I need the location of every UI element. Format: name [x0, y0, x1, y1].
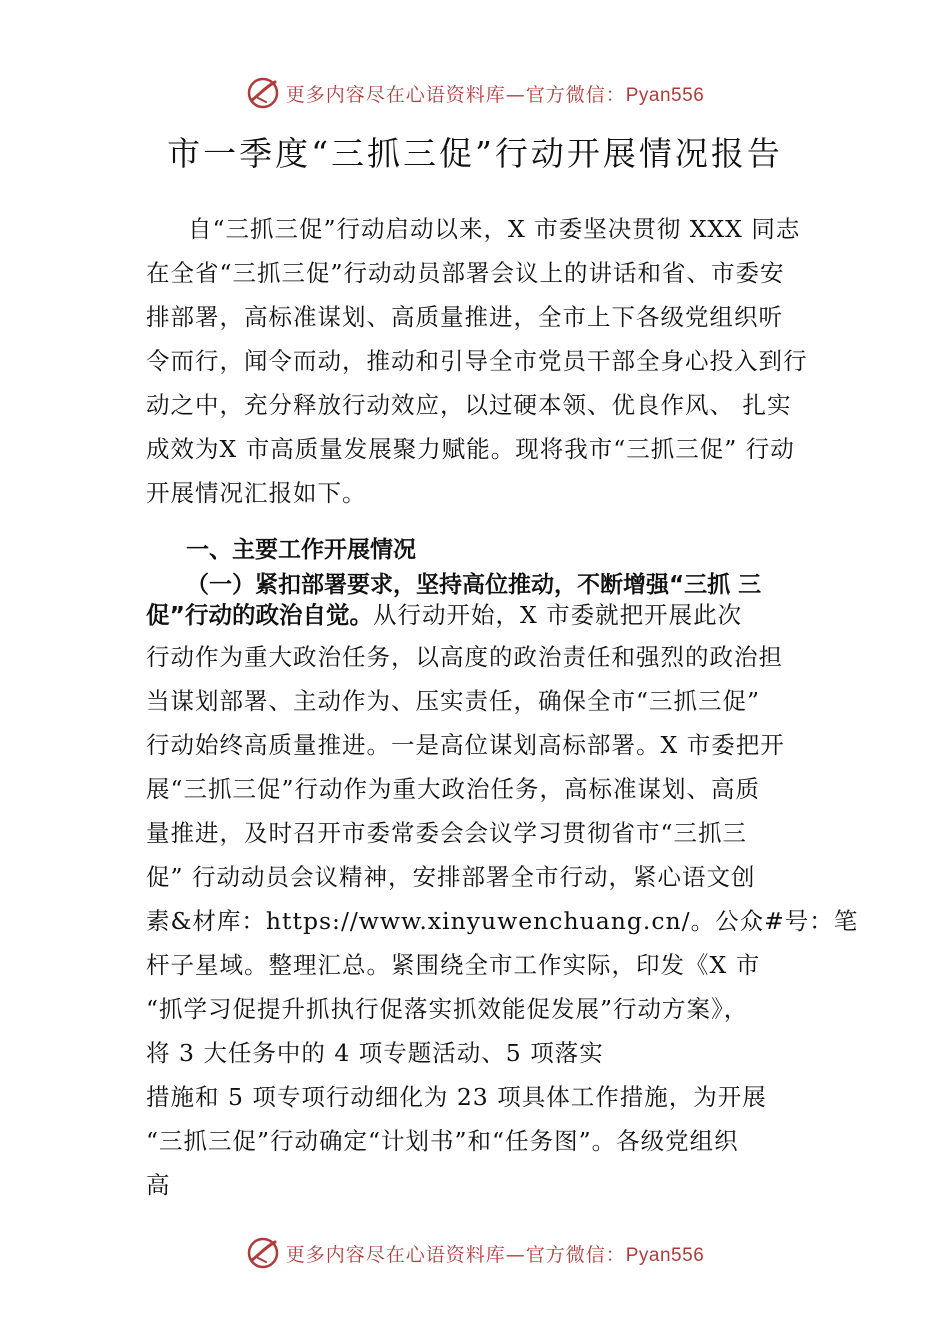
body-line: 杆子星域。整理汇总。紧围绕全市工作实际，印发《X 市 — [146, 951, 761, 979]
intro-line: 自“三抓三促”行动启动以来，X 市委坚决贯彻 XXX 同志 — [188, 215, 801, 243]
body-line: “抓学习促提升抓执行促落实抓效能促发展”行动方案》， — [146, 995, 749, 1023]
intro-line: 动之中，充分释放行动效应，以过硬本领、优良作风、 扎实 — [146, 391, 792, 419]
document-title: 市一季度“三抓三促”行动开展情况报告 — [167, 134, 783, 173]
body-line: 素&材库：https://www.xinyuwenchuang.cn/。公众#号：笔 — [146, 907, 859, 935]
section-heading: 一、主要工作开展情况 — [186, 537, 416, 563]
body-line: 展“三抓三促”行动作为重大政治任务，高标准谋划、高质 — [146, 775, 761, 803]
body-line: “三抓三促”行动确定“计划书”和“任务图”。各级党组织 — [146, 1127, 739, 1155]
subsection-heading-line1: （一）紧扣部署要求，坚持高位推动，不断增强“三抓 三 — [186, 572, 762, 598]
intro-line: 令而行，闻令而动，推动和引导全市党员干部全身心投入到行 — [146, 347, 808, 375]
body-line: 将 3 大任务中的 4 项专题活动、5 项落实 — [146, 1039, 604, 1067]
watermark-text-group — [286, 1240, 705, 1267]
body-line: 行动始终高质量推进。一是高位谋划高标部署。X 市委把开 — [146, 731, 785, 759]
watermark-text: 更多内容尽在心语资料库—官方微信： — [285, 1243, 626, 1266]
intro-line: 排部署，高标准谋划、高质量推进，全市上下各级党组织听 — [146, 303, 783, 331]
body-line: 措施和 5 项专项行动细化为 23 项具体工作措施，为开展 — [146, 1083, 767, 1111]
watermark-wechat-id: Pyan556 — [625, 1244, 705, 1266]
subsection-heading-line2: 促”行动的政治自觉。 — [146, 601, 373, 629]
watermark-header — [0, 73, 950, 113]
intro-line: 成效为X 市高质量发展聚力赋能。现将我市“三抓三促” 行动 — [146, 435, 795, 463]
subsection-text: 从行动开始，X 市委就把开展此次 — [372, 601, 743, 629]
watermark-text: 更多内容尽在心语资料库—官方微信： — [285, 83, 626, 106]
intro-line: 在全省“三抓三促”行动动员部署会议上的讲话和省、市委安 — [146, 259, 785, 287]
body-line: 促” 行动动员会议精神，安排部署全市行动，紧心语文创 — [146, 863, 756, 891]
subsection-line2 — [146, 596, 742, 630]
intro-line: 开展情况汇报如下。 — [146, 479, 367, 507]
body-line: 量推进，及时召开市委常委会会议学习贯彻省市“三抓三 — [146, 819, 748, 847]
watermark-footer — [0, 1233, 950, 1273]
watermark-text-group — [286, 80, 705, 107]
brush-logo-icon — [246, 1236, 280, 1270]
body-line: 当谋划部署、主动作为、压实责任，确保全市“三抓三促” — [146, 687, 761, 715]
body-line: 高 — [146, 1171, 171, 1199]
watermark-wechat-id: Pyan556 — [625, 84, 705, 106]
body-line: 行动作为重大政治任务，以高度的政治责任和强烈的政治担 — [146, 643, 783, 671]
brush-logo-icon — [246, 76, 280, 110]
